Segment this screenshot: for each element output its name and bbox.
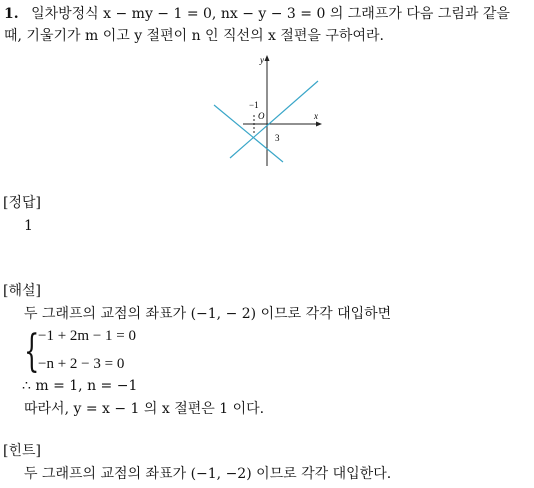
y-axis-label: y: [260, 55, 264, 65]
problem-number: 1.: [4, 6, 19, 22]
equation-system: [24, 328, 224, 378]
explanation-intro: 두 그래프의 교점의 좌표가 (−1, − 2) 이므로 각각 대입하면: [24, 306, 392, 322]
equation-2: −n + 2 − 3 = 0: [38, 356, 125, 372]
origin-label: O: [258, 111, 265, 121]
three-label: 3: [275, 133, 280, 143]
problem-line-1: [4, 4, 510, 24]
equation-1: −1 + 2m − 1 = 0: [38, 328, 137, 344]
line-falling: [214, 105, 283, 162]
curly-brace: {: [24, 326, 40, 377]
answer-value: 1: [24, 218, 33, 234]
explanation-heading: [해설]: [3, 283, 41, 299]
line-rising: [230, 81, 318, 158]
problem-text-1: 일차방정식 x − my − 1 = 0, nx − y − 3 = 0 의 그래프가 다음 그림과 같을: [31, 6, 510, 22]
x-axis-label: x: [314, 111, 318, 121]
neg-one-label: −1: [249, 100, 259, 110]
problem-line-2: 때, 기울기가 m 이고 y 절편이 n 인 직선의 x 절편을 구하여라.: [4, 28, 384, 44]
hint-heading: [힌트]: [3, 443, 41, 459]
hint-text: 두 그래프의 교점의 좌표가 (−1, −2) 이므로 각각 대입한다.: [24, 466, 392, 482]
therefore-line: ∴ m = 1, n = −1: [22, 378, 138, 394]
x-axis-arrow: [316, 122, 322, 127]
y-axis-arrow: [265, 55, 270, 61]
graph-figure: [0, 52, 534, 172]
answer-heading: [정답]: [3, 195, 41, 211]
conclusion-line: 따라서, y = x − 1 의 x 절편은 1 이다.: [24, 401, 265, 417]
